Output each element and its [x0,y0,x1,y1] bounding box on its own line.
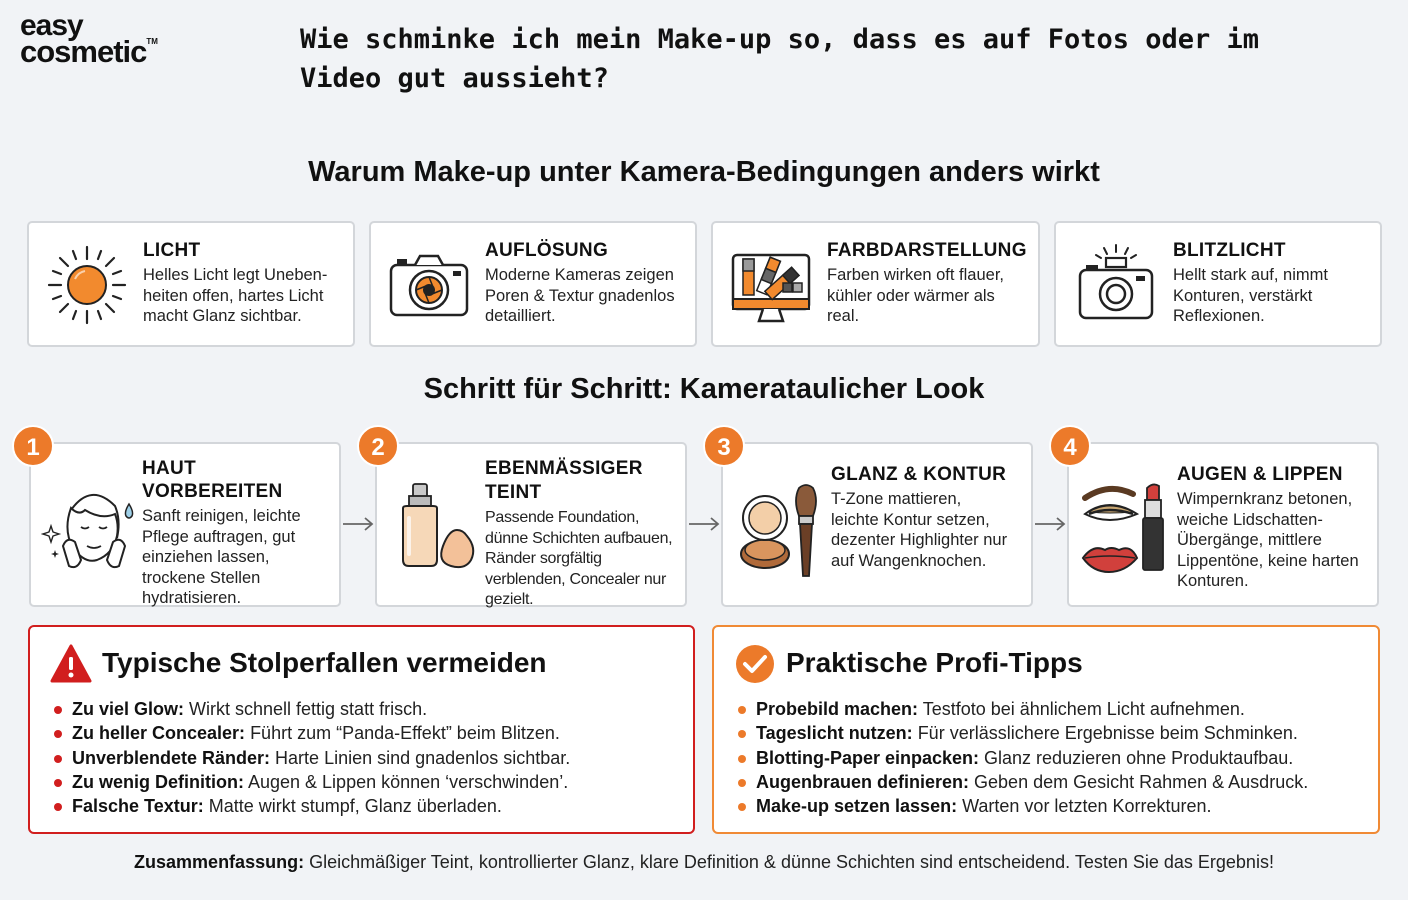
summary [0,852,1408,873]
face-care-icon [41,480,141,580]
list-item: Unverblendete Ränder: Harte Linien sind gnadenlos sichtbar. [52,746,570,770]
warning-icon [50,643,92,685]
steps-section-title: Schritt für Schritt: Kamerataulicher Look [423,373,985,405]
list-item: Zu viel Glow: Wirkt schnell fettig statt frisch. [52,697,570,721]
list-item: Blotting-Paper einpacken: Glanz reduzieren ohne Produktaufbau. [736,746,1308,770]
logo-trademark: TM [146,36,158,46]
why-card-title: LICHT [143,240,201,261]
why-card-light [27,221,355,347]
step-number-badge: 3 [703,425,745,467]
step-number-badge: 4 [1049,425,1091,467]
step-number-badge: 2 [357,425,399,467]
step-card-eyes-lips [1067,442,1379,607]
summary-label: Zusammenfassung: [134,852,305,872]
arrow-right-icon [1033,514,1067,534]
why-card-title: BLITZLICHT [1173,240,1286,261]
step-card-complexion [375,442,687,607]
powder-brush-icon [733,480,833,580]
flash-camera-icon [1074,243,1158,327]
page-title: Wie schminke ich mein Make-up so, dass es auf Fotos oder im Video gut aussieht? [300,24,1260,94]
summary-text: Gleichmäßiger Teint, kontrollierter Glanz, klare Definition & dünne Schichten sind entscheidend. Testen Sie das Ergebnis! [304,852,1274,872]
step-card-text: Passende Foundation, dünne Schichten aufbauen, Ränder sorgfältig verblenden, Concealer nur gezielt. [485,509,673,608]
tips-list [736,697,1308,818]
step-card-text: T-Zone mattieren, leichte Kontur setzen, dezenter Highlighter nur auf Wangenknochen. [831,490,1008,570]
pitfalls-box [28,625,695,834]
tips-title: Praktische Profi-Tipps [786,647,1083,678]
step-card-title: AUGEN & LIPPEN [1177,464,1343,485]
tips-box [712,625,1380,834]
list-item: Zu wenig Definition: Augen & Lippen können ‘verschwinden’. [52,770,570,794]
brand-logo [20,9,158,69]
step-card-contour [721,442,1033,607]
why-card-title: AUFLÖSUNG [485,240,609,261]
step-card-title: GLANZ & KONTUR [831,464,1007,485]
arrow-right-icon [341,514,375,534]
step-card-text: Wimpernkranz betonen, weiche Lidschatten-Übergänge, mittlere Lippentöne, keine harten Konturen. [1177,490,1359,590]
why-card-text: Farben wirken oft flauer, kühler oder wärmer als real. [827,266,1005,325]
why-card-text: Helles Licht legt Uneben-heiten offen, hartes Licht macht Glanz sichtbar. [143,266,328,325]
step-card-skin [29,442,341,607]
step-number-badge: 1 [12,425,54,467]
why-card-resolution [369,221,697,347]
step-card-title: HAUT VORBEREITEN [142,458,283,502]
eyes-lips-icon [1075,480,1175,580]
list-item: Probebild machen: Testfoto bei ähnlichem Licht aufnehmen. [736,697,1308,721]
logo-line-2: cosmetic [20,33,147,69]
list-item: Falsche Textur: Matte wirkt stumpf, Glanz überladen. [52,794,570,818]
step-card-text: Sanft reinigen, leichte Pflege auftragen, gut einziehen lassen, trockene Stellen hydratisieren. [142,507,301,607]
color-monitor-icon [729,243,813,327]
camera-icon [387,243,471,327]
pitfalls-list [52,697,570,818]
arrow-right-icon [687,514,721,534]
why-card-text: Moderne Kameras zeigen Poren & Textur gnadenlos detailliert. [485,266,675,325]
list-item: Augenbrauen definieren: Geben dem Gesicht Rahmen & Ausdruck. [736,770,1308,794]
logo-line-1: easy [20,9,83,42]
step-card-title: EBENMÄSSIGER TEINT [485,458,643,503]
why-card-flash [1054,221,1382,347]
sun-icon [45,243,129,327]
why-card-color [711,221,1040,347]
why-card-title: FARBDARSTELLUNG [827,240,1027,261]
pitfalls-title: Typische Stolperfallen vermeiden [102,647,547,678]
foundation-icon [387,480,487,580]
why-card-text: Hellt stark auf, nimmt Konturen, verstärkt Reflexionen. [1173,266,1328,325]
why-section-title: Warum Make-up unter Kamera-Bedingungen anders wirkt [308,156,1100,188]
list-item: Tageslicht nutzen: Für verlässlichere Ergebnisse beim Schminken. [736,721,1308,745]
list-item: Make-up setzen lassen: Warten vor letzten Korrekturen. [736,794,1308,818]
list-item: Zu heller Concealer: Führt zum “Panda-Effekt” beim Blitzen. [52,721,570,745]
check-circle-icon [734,643,776,685]
